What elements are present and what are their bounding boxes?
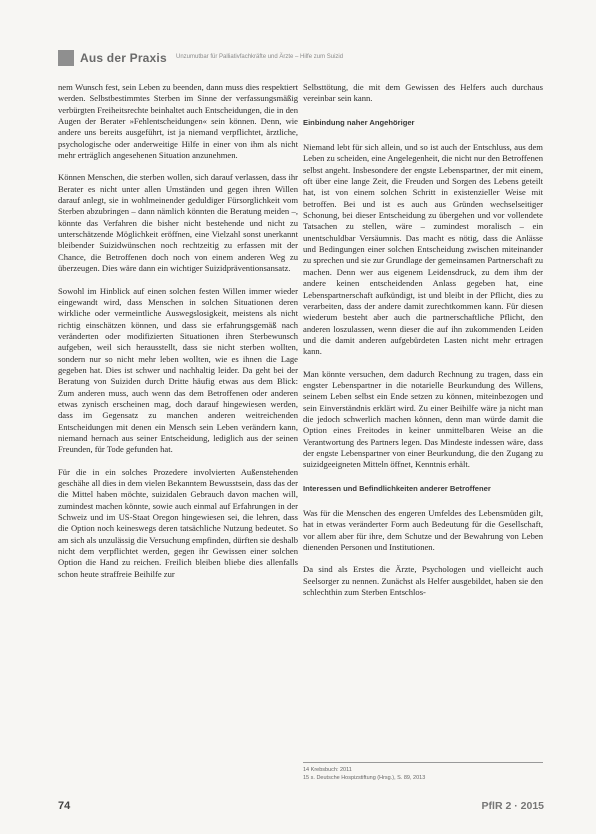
paragraph: Können Menschen, die sterben wollen, sich darauf verlassen, dass ihr Berater es nicht unter allen Umständen und gegen ihren Willen darauf anlegt, sie in wohlmeinender geduldiger Fürsorglichkeit vom Sterben abzubringen – dann nämlich könnten die Beratung meiden –, könnte das Verfahren die bisher nicht bestehende und nicht zu unterschätzende Möglichkeit eröffnen, eine Vielzahl sonst unerkannt bleibender Suizidwünschen noch rechtzeitig zu erfassen mit der Chance, die Betroffenen doch noch von einem anderen Weg zu überzeugen. Dies wäre dann ein wichtiger Suizidpräventionsansatz. [58,172,298,274]
paragraph: Man könnte versuchen, dem dadurch Rechnung zu tragen, dass ein engster Lebenspartner in die notarielle Beurkundung des Willens, seinem Leben selbst ein Ende setzen zu können, miteinbezogen und sein Einverständnis erklärt wird. Zu einer Beihilfe wäre ja nicht man die jedoch schwerlich machen können, denn man würde damit die Option eines Freitodes in keiner unmittelbaren Weise an die Verantwortung des Partners legen. Das Mindeste indessen wäre, dass der engste Lebenspartner von einer Beurkundung, die den Zugang zu suizidgeeigneten Mitteln öffnet, Kenntnis erhält. [303,368,543,470]
page-number: 74 [58,800,71,812]
paragraph: Für die in ein solches Prozedere involvierten Außenstehenden geschähe all dies in dem vielen Bekanntem Bewusstsein, dass das der die Mittel haben möchte, suizidalen Gebrauch davon machen will, zumindest machen könnte, sowie auch einmal auf Erfahrungen in der Schweiz und im US-Staat Oregon hingewiesen sei, die lehren, dass die Option noch keineswegs deren tatsächliche Nutzung bedeutet. So am sich als unzulässig die Versuchung empfinden, dürften sie deshalb nicht dem verpflichtet werden, gegen ihr Gewissen einer solchen Option die Hand zu reichen. Freilich bleiben bliebe dies allenfalls schon heute straffreie Beihilfe zur [58,466,298,579]
paragraph: Was für die Menschen des engeren Umfeldes des Lebensmüden gilt, hat in etwas veränderter Form auch Bedeutung für die Gesellschaft, vor allem aber für ihre, dem Schutze und der Bewahrung von Leben dienenden Personen und Institutionen. [303,508,543,553]
running-header [58,48,538,68]
paragraph: Selbsttötung, die mit dem Gewissen des Helfers auch durchaus vereinbar sein kann. [303,82,543,104]
footnote: 14 Krebsbuch: 2011 [303,767,352,773]
paragraph: nem Wunsch fest, sein Leben zu beenden, dann muss dies respektiert werden. Selbstbestimmtes Sterben im Sinne der verfassungsmäßig verbürgten Freiheitsrechte beinhaltet auch Entscheidungen, die in den Augen der Berater »Fehlentscheidungen« sein können. Denn, wie andere uns bereits ausgeführt, ist ja niemand verpflichtet, ärztliche, psychologische oder anderweitige Hilfe in einer von ihm als nicht mehr erträglich angesehenen Situation anzunehmen. [58,82,298,161]
paragraph: Da sind als Erstes die Ärzte, Psychologen und vielleicht auch Seelsorger zu nennen. Zunächst als Helfer ausgebildet, haben sie den schlechthin zum Sterben Entschlos- [303,564,543,598]
section-title: Aus der Praxis [80,51,167,65]
paragraph: Sowohl im Hinblick auf einen solchen festen Willen immer wieder eingewandt wird, dass Menschen in solchen Situationen deren wirkliche oder vermeintliche Auswegslosigkeit, meistens als nicht richtig einschätzen können, und dass sie erfahrungsgemäß nach veränderten oder modifizierten Situationen ihren Sterbewunsch aufgeben, weil sich herausstellt, dass sie nicht sterben wollten, sondern nur so nicht mehr leben wollten, wie es ihnen die Lage gegeben hat. Dies ist schwer und nachhaltig leider. Da geht bei der Beratung von Suiziden durch Dritte häufig etwas aus dem Blick: Zum anderen muss, auch wenn das dem Betroffenen oder anderen etwas zynisch erscheinen mag, doch darauf hingewiesen werden, dass im Gegensatz zu manchen anderen weitreichenden Entscheidungen mit denen ein Mensch sein Leben verändern kann, niemand hernach aus seiner Entscheidung, lediglich aus der seinen Freunden, für Tode gefunden hat. [58,285,298,455]
right-column [303,82,543,609]
running-subtitle: Unzumutbar für Palliativfachkräfte und Ärzte – Hilfe zum Suizid [176,54,344,60]
journal-name: PflR 2 · 2015 [481,800,544,812]
footnote: 15 s. Deutsche Hospizstiftung (Hrsg.), S. 89, 2013 [303,775,426,781]
section-marker [58,50,74,66]
paragraph: Niemand lebt für sich allein, und so ist auch der Entschluss, aus dem Leben zu scheiden, eine Angelegenheit, die nicht nur den Betroffenen selbst angeht. Insbesondere der engste Lebenspartner, der mit einem, oft über eine lange Zeit, die Freuden und Sorgen des Lebens geteilt hat, ist von einem solchen Schritt in existenzieller Weise mit betroffen. Bei und ist es auch aus Gründen wechselseitiger Schonung, bei dieser Entscheidung zu übergehen und vor vollendete Tatsachen zu stellen, wäre – zumindest moralisch – ein unentschuldbar Versäumnis. Das macht es nötig, dass die Anlässe und Bedingungen einer solchen Entscheidung zwischen miteinander zu sprechen und sie zur Grundlage der gemeinsamen Partnerschaft zu machen. Denn wer aus eigenem Leidensdruck, zu dem ihm der andere keinen entscheidenden Anlass gegeben hat, eine Lebenspartnerschaft aufkündigt, ist und bleibt in der Pflicht, dies zu verarbeiten, dass der andere damit zurechtkommen kann. Für diesen wiederum besteht aber auch die partnerschaftliche Pflicht, den anderen loszulassen, wenn dieser die auf ihn zukommenden Leiden und die damit anderen aufgebürdeten Lasten nicht mehr ertragen kann. [303,142,543,357]
section-heading: Interessen und Befindlichkeiten anderer Betroffener [303,483,491,493]
left-column [58,82,298,591]
section-heading: Einbindung naher Angehöriger [303,117,415,127]
footnotes [303,762,543,782]
